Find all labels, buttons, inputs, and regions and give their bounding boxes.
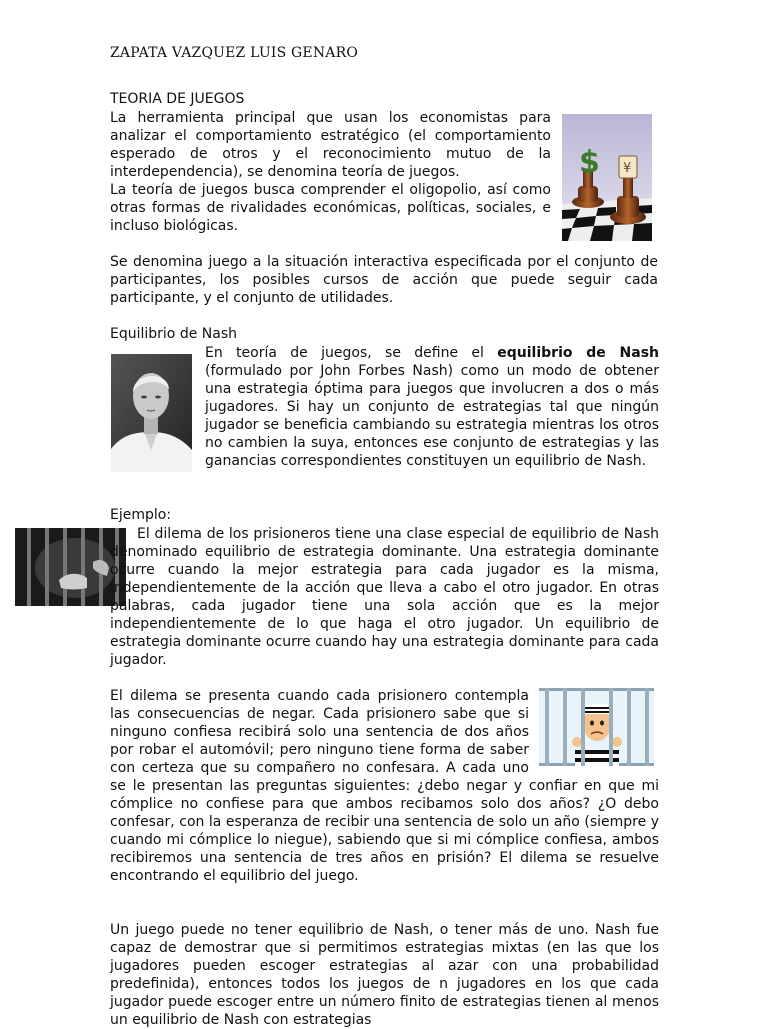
intro-paragraph-3: Se denomina juego a la situación interactiva especificada por el conjunto de participantes, los posibles cursos de acción que puede seguir cada participante, y el conjunto de utilidades. [110, 254, 658, 306]
author-name: ZAPATA VAZQUEZ LUIS GENARO [110, 45, 359, 61]
example-paragraph-2: El dilema se presenta cuando cada prisionero contempla las consecuencias de negar. Cada prisionero sabe que si ninguno confiesa recibirá solo una sentencia de dos años por robar el automóvil; pero ninguno tiene forma de saber con certeza que su compañero no confesara. A cada uno se le presentan las preguntas siguientes: ¿debo negar y confiar en que mi cómplice no confiese para que ambos recibamos solo dos años? ¿O debo confesar, con la esperanza de recibir una sentencia de solo un año (siempre y cuando mi cómplice lo niegue), sabiendo que si mi cómplice confiesa, ambos recibiremos una sentencia de tres años en prisión? El dilema se resuelve encontrando el equilibrio del juego. [110, 688, 659, 884]
nash-paragraph-pre: En teoría de juegos, se define el [205, 345, 498, 361]
nash-heading: Equilibrio de Nash [110, 326, 237, 342]
intro-text-full [110, 253, 658, 307]
intro-text-wrapped [110, 109, 551, 235]
example-paragraph-2-block [110, 687, 659, 885]
nash-paragraph-post: (formulado por John Forbes Nash) como un modo de obtener una estrategia óptima para juegos que involucren a dos o más jugadores. Si hay un conjunto de estrategias tal que ningún jugador se beneficia cambiando su estrategia mientras los otros no cambien la suya, entonces ese conjunto de estrategias y las ganancias correspondientes constituyen un equilibrio de Nash. [205, 363, 659, 469]
svg-text:¥: ¥ [623, 161, 632, 176]
example-paragraph-1: El dilema de los prisioneros tiene una clase especial de equilibrio de Nash denominado equilibrio de estrategia dominante. Una estrategia dominante ocurre cuando la mejor estrategia para cada jugador es la misma, independientemente de la acción que lleva a cabo el otro jugador. En otras palabras, cada jugador tiene una sola acción que es la mejor independientemente de lo que haga el otro jugador. Un equilibrio de estrategia dominante ocurre cuando hay una estrategia dominante para cada jugador. [110, 526, 659, 668]
svg-text:$: $ [579, 145, 600, 180]
document-title: TEORIA DE JUEGOS [110, 91, 245, 107]
example-paragraph-1-block [110, 525, 659, 669]
john-nash-portrait [111, 354, 192, 472]
intro-paragraph-2: La teoría de juegos busca comprender el oligopolio, así como otras formas de rivalidades económicas, políticas, sociales, e incluso biológicas. [110, 182, 551, 234]
example-paragraph-3: Un juego puede no tener equilibrio de Nash, o tener más de uno. Nash fue capaz de demostrar que si permitimos estrategias mixtas (en las que los jugadores pueden escoger estrategias al azar con una probabilidad predefinida), entonces todos los juegos de n jugadores en los que cada jugador puede escoger entre un número finito de estrategias tienen al menos un equilibrio de Nash con estrategias [110, 922, 659, 1028]
example-paragraph-3-block [110, 921, 659, 1029]
nash-paragraph [205, 344, 659, 470]
nash-definition [205, 344, 659, 470]
chess-pieces-image [562, 114, 652, 241]
example-heading: Ejemplo: [110, 507, 172, 523]
nash-term-bold: equilibrio de Nash [497, 345, 659, 361]
intro-paragraph-1: La herramienta principal que usan los economistas para analizar el comportamiento estratégico (el comportamiento esperado de otros y el reconocimiento mutuo de la interdependencia), se denomina teoría de juegos. [110, 110, 551, 180]
